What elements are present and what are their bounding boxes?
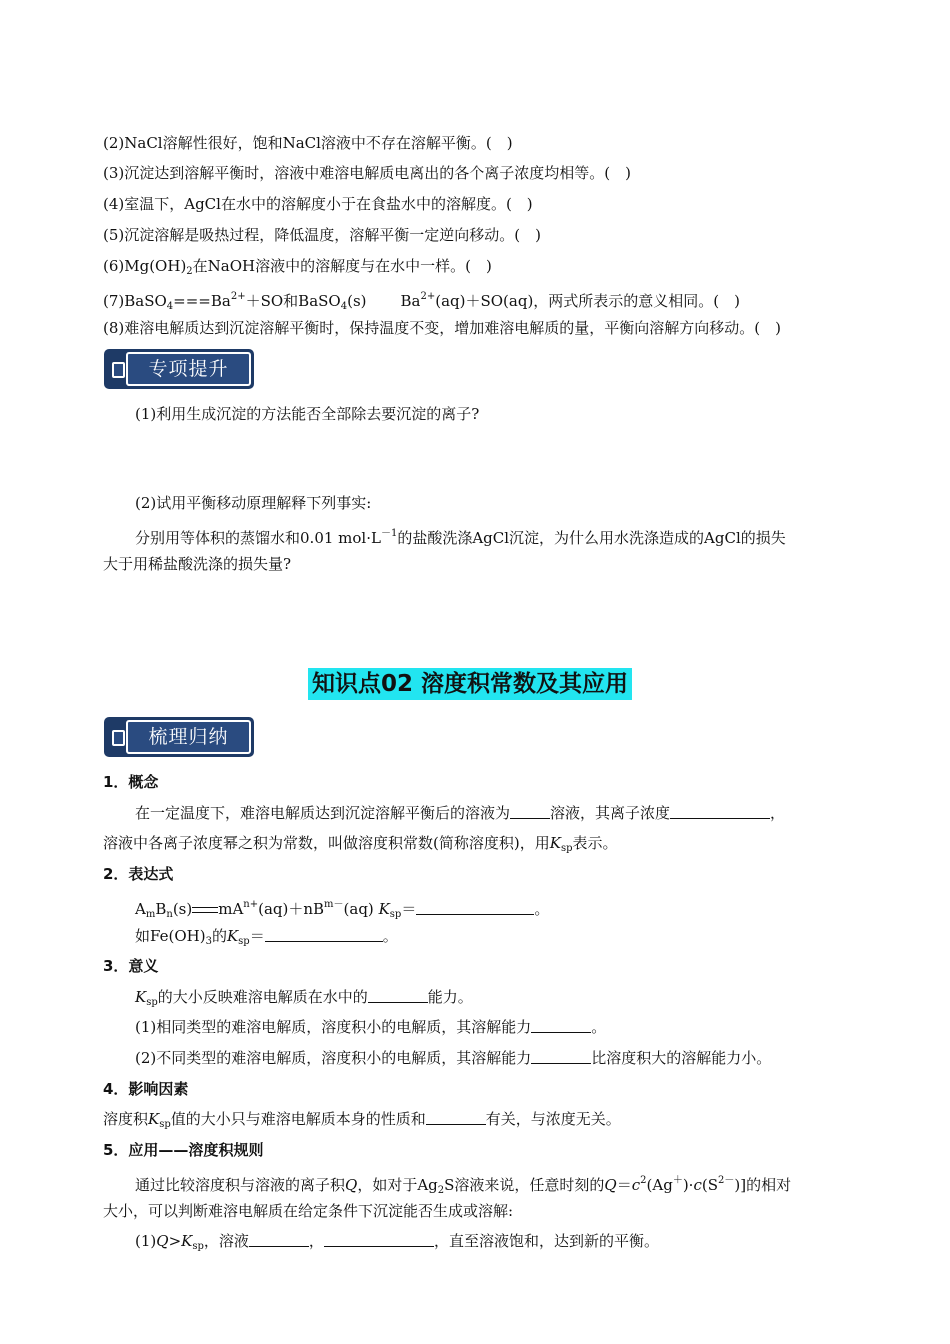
- application-line-1: 通过比较溶度积与溶液的离子积Q，如对于$Ag_2S$溶液来说，任意时刻的$Q=c^2(Ag^+)\cdot c(S^{2-})$]的相对: [135, 1175, 792, 1196]
- judgment-2: (2)NaCl溶解性很好，饱和NaCl溶液中不存在溶解平衡。( ): [103, 134, 513, 152]
- judgment-7: $(7)BaSO_4===Ba^{2+}+SO$和BaSO$_4$(s) $Ba^{2+}(aq)+SO(aq)$，两式所表示的意义相同。( ): [103, 291, 740, 312]
- application-line-2: 大小，可以判断难溶电解质在给定条件下沉淀能否生成或溶解:: [103, 1202, 514, 1220]
- answer-blank[interactable]: [249, 1232, 309, 1247]
- question-1: (1)利用生成沉淀的方法能否全部除去要沉淀的离子?: [135, 405, 480, 423]
- expression-line-2: 如$Fe(OH)_3$的$K_{sp}=$ 。: [135, 927, 398, 947]
- special-improvement-badge: [104, 349, 254, 389]
- judgment-6: $(6)Mg(OH)_2$在NaOH溶液中的溶解度与在水中一样。( ): [103, 257, 492, 277]
- meaning-line-3: (2)不同类型的难溶电解质，溶度积小的电解质，其溶解能力 比溶度积大的溶解能力小。: [135, 1049, 772, 1067]
- answer-blank[interactable]: [531, 1049, 591, 1064]
- badge-tab-icon: [112, 362, 125, 378]
- factors-line: 溶度积$K_{sp}$值的大小只与难溶电解质本身的性质和 有关，与浓度无关。: [103, 1110, 621, 1130]
- judgment-4: (4)室温下，AgCl在水中的溶解度小于在食盐水中的溶解度。( ): [103, 195, 533, 213]
- question-2-text: 分别用等体积的蒸馏水和0.01 $mol\cdot L^{-1}$的盐酸洗涤AgCl沉淀，为什么用水洗涤造成的AgCl的损失: [135, 528, 786, 547]
- badge-label: 梳理归纳: [126, 720, 251, 754]
- judgment-3: (3)沉淀达到溶解平衡时，溶液中难溶电解质电离出的各个离子浓度均相等。( ): [103, 164, 631, 182]
- section-2-title: 2．表达式: [103, 865, 174, 883]
- concept-line-2: 溶液中各离子浓度幂之积为常数，叫做溶度积常数(简称溶度积)，用$K_{sp}$表示。: [103, 834, 618, 854]
- answer-blank[interactable]: [416, 900, 534, 915]
- section-heading: 知识点02 溶度积常数及其应用: [308, 668, 632, 700]
- badge-label: 专项提升: [126, 352, 251, 386]
- section-4-title: 4．影响因素: [103, 1080, 189, 1098]
- question-2-text-cont: 大于用稀盐酸洗涤的损失量?: [103, 555, 292, 573]
- equilibrium-arrow-icon: [192, 903, 218, 917]
- answer-blank[interactable]: [531, 1018, 591, 1033]
- meaning-line-1: $K_{sp}$的大小反映难溶电解质在水中的 能力。: [135, 988, 473, 1008]
- answer-blank[interactable]: [670, 804, 770, 819]
- answer-blank[interactable]: [510, 804, 550, 819]
- application-line-3: $(1)Q>K_{sp}$，溶液 ， ，直至溶液饱和，达到新的平衡。: [135, 1232, 659, 1252]
- expression-line-1: $A_mB_n(s)$ $mA^{n+}(aq)+nB^{m-}(aq)$ $K_{sp}=$ 。: [135, 899, 550, 920]
- section-1-title: 1．概念: [103, 773, 159, 791]
- answer-blank[interactable]: [324, 1232, 434, 1247]
- judgment-5: (5)沉淀溶解是吸热过程，降低温度，溶解平衡一定逆向移动。( ): [103, 226, 541, 244]
- meaning-line-2: (1)相同类型的难溶电解质，溶度积小的电解质，其溶解能力 。: [135, 1018, 607, 1036]
- answer-blank[interactable]: [426, 1110, 486, 1125]
- judgment-8: (8)难溶电解质达到沉淀溶解平衡时，保持温度不变，增加难溶电解质的量，平衡向溶解方向移动。( ): [103, 319, 781, 337]
- section-5-title: 5．应用——溶度积规则: [103, 1141, 264, 1159]
- answer-blank[interactable]: [265, 927, 383, 942]
- badge-tab-icon: [112, 730, 125, 746]
- summary-badge: [104, 717, 254, 757]
- concept-line-1: 在一定温度下，难溶电解质达到沉淀溶解平衡后的溶液为 溶液，其离子浓度 ，: [135, 804, 786, 822]
- answer-blank[interactable]: [368, 988, 428, 1003]
- section-3-title: 3．意义: [103, 957, 159, 975]
- question-2: (2)试用平衡移动原理解释下列事实:: [135, 494, 372, 512]
